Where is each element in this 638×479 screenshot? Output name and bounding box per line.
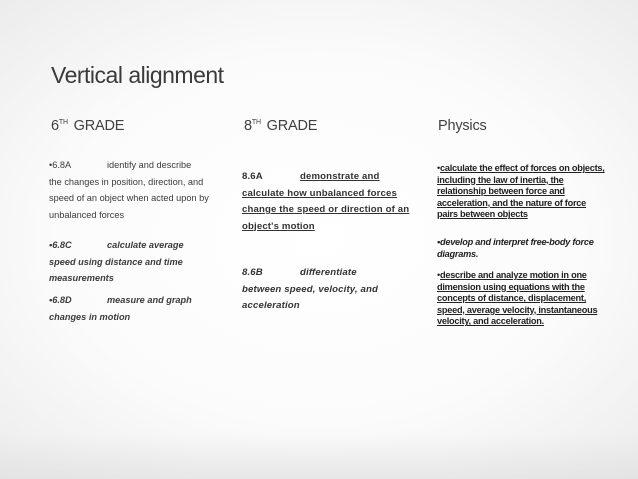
standard-lead: demonstrate and — [300, 171, 380, 182]
standard-text: develop and interpret free-body force diagrams. — [437, 237, 594, 259]
standard-lead: calculate average — [107, 240, 184, 250]
grade6-standard-6-8d — [49, 292, 192, 325]
grade8-standard-8-6a — [242, 169, 412, 235]
column-heading-6th-grade — [51, 118, 124, 134]
physics-standard-forces — [437, 163, 609, 221]
standard-code: 8.6B — [242, 267, 263, 278]
standard-text: calculate the effect of forces on objects, including the law of inertia, the relationship between force and acceleration, and the nature of force pairs between objects — [437, 163, 605, 220]
bullet: • — [437, 163, 440, 173]
standard-lead: measure and graph — [107, 295, 192, 305]
heading-label: Physics — [438, 118, 487, 134]
heading-superscript: TH — [58, 119, 68, 126]
standard-lead: differentiate — [300, 267, 357, 278]
heading-number: 6 — [51, 118, 59, 134]
standard-code: •6.8C — [49, 240, 72, 250]
standard-text: calculate how unbalanced forces change the speed or direction of an object's motion — [242, 187, 410, 232]
standard-text: changes in motion — [49, 311, 131, 322]
column-heading-8th-grade — [244, 118, 317, 134]
slide-title: Vertical alignment — [51, 62, 224, 88]
standard-lead: identify and describe — [107, 160, 192, 170]
heading-label: GRADE — [69, 118, 125, 134]
standard-text: speed using distance and time measurements — [49, 256, 183, 283]
standard-code: 8.6A — [242, 171, 263, 182]
heading-label: GRADE — [262, 118, 318, 134]
grade6-standard-6-8a — [49, 157, 219, 223]
heading-number: 8 — [244, 118, 252, 134]
physics-standard-free-body — [437, 237, 609, 260]
heading-superscript: TH — [251, 119, 261, 126]
standard-text: describe and analyze motion in one dimension using equations with the concepts of distance, displacement, speed, average velocity, instantaneous velocity, and acceleration. — [437, 270, 598, 327]
standard-code: •6.8D — [49, 295, 72, 305]
column-heading-physics — [438, 118, 487, 134]
standard-text: the changes in position, direction, and speed of an object when acted upon by unbalanced forces — [49, 176, 209, 220]
grade8-standard-8-6b — [242, 265, 412, 315]
bullet: • — [437, 237, 440, 247]
bullet: • — [437, 270, 440, 280]
grade6-standard-6-8c — [49, 237, 219, 287]
physics-standard-motion — [437, 270, 609, 328]
standard-code: •6.8A — [49, 160, 72, 170]
standard-text: between speed, velocity, and acceleration — [242, 283, 379, 311]
